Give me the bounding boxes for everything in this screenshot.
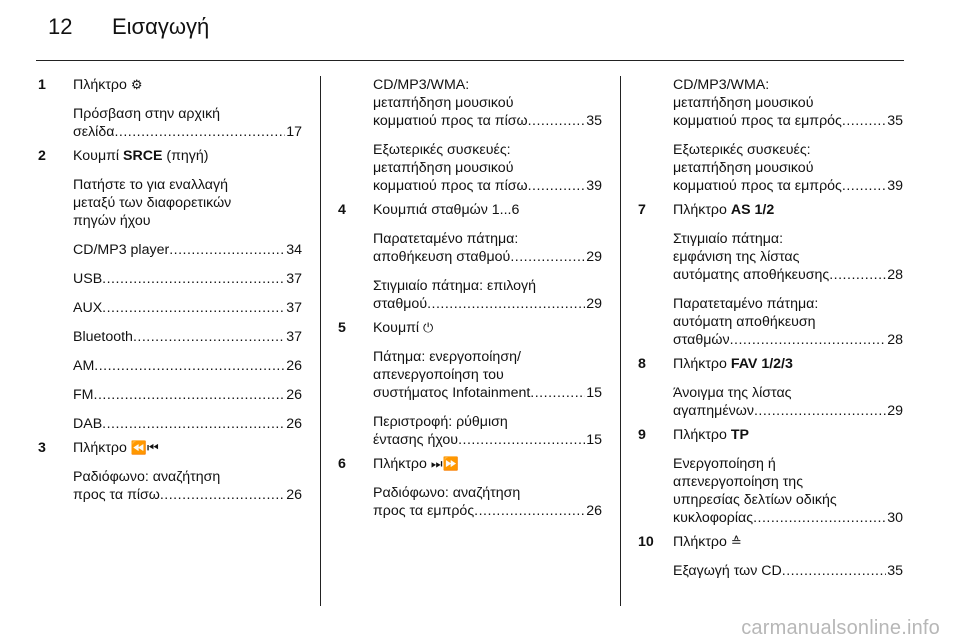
item-heading [638, 201, 903, 219]
entry [638, 455, 903, 527]
page-ref: 28 [887, 332, 903, 348]
leader-dots [530, 384, 585, 402]
entry [638, 295, 903, 349]
entry-text: αυτόματη αποθήκευση [673, 314, 816, 330]
entry-text: υπηρεσίας δελτίων οδικής [673, 492, 837, 508]
toc-line [73, 357, 302, 375]
item-number: 7 [638, 202, 646, 218]
item-suffix: (πηγή) [166, 148, 209, 164]
toc-line [373, 112, 602, 130]
toc-text: USB [73, 271, 103, 287]
leader-dots [102, 415, 285, 433]
item-heading [638, 533, 903, 551]
item-number: 6 [338, 456, 346, 472]
item-heading [38, 76, 302, 94]
toc-line [73, 299, 302, 317]
toc-text: κομματιού προς τα πίσω [373, 178, 528, 194]
toc-line [373, 295, 602, 313]
entry [638, 141, 903, 195]
item-label: Κουμπί [73, 148, 120, 164]
item-number: 3 [38, 440, 46, 456]
page-ref: 29 [887, 403, 903, 419]
entry [638, 384, 903, 420]
column-divider [620, 76, 621, 606]
item-number: 8 [638, 356, 646, 372]
page-ref: 26 [586, 503, 602, 519]
entry-text: Στιγμιαίο πάτημα: επιλογή [373, 278, 537, 294]
control-icon: ⚙ [130, 77, 143, 92]
leader-dots [754, 402, 886, 420]
item-heading [338, 455, 602, 473]
index-item [638, 201, 903, 349]
page-ref: 37 [286, 271, 302, 287]
entry-text: Ραδιόφωνο: αναζήτηση [373, 485, 521, 501]
index-item [38, 439, 302, 504]
page-ref: 35 [887, 563, 903, 579]
toc-line [673, 562, 903, 580]
control-name: AS 1/2 [730, 202, 775, 218]
toc-line [673, 509, 903, 527]
entry [38, 176, 302, 230]
entry [38, 241, 302, 259]
entry [338, 141, 602, 195]
entry [338, 413, 602, 449]
entry-text: CD/MP3/WMA: [673, 77, 770, 93]
toc-text: σταθμών [673, 332, 730, 348]
entry [338, 76, 602, 130]
toc-text: αποθήκευση σταθμού [373, 249, 511, 265]
entry-text: Πάτημα: ενεργοποίηση/ [373, 349, 521, 365]
page-ref: 29 [586, 296, 602, 312]
index-item [338, 76, 602, 195]
item-label: Πλήκτρο [73, 440, 127, 456]
entry-text: Πρόσβαση στην αρχική [73, 106, 221, 122]
toc-text: κομματιού προς τα εμπρός [673, 178, 842, 194]
entry-text: απενεργοποίηση του [373, 367, 504, 383]
entry [38, 328, 302, 346]
toc-line [673, 331, 903, 349]
control-icon: ⏪⏮ [130, 440, 159, 455]
index-item [338, 455, 602, 520]
column-3 [638, 76, 903, 580]
page-number: 12 [48, 14, 73, 39]
leader-dots [458, 431, 585, 449]
leader-dots [782, 562, 886, 580]
index-item [338, 201, 602, 313]
entry-text: Εξωτερικές συσκευές: [673, 142, 811, 158]
toc-line [673, 266, 903, 284]
page-ref: 26 [286, 387, 302, 403]
entry-text: CD/MP3/WMA: [373, 77, 470, 93]
leader-dots [94, 386, 286, 404]
entry-text: μεταπήδηση μουσικού [673, 95, 814, 111]
toc-line [73, 123, 302, 141]
toc-text: προς τα εμπρός [373, 503, 475, 519]
entry [338, 230, 602, 266]
item-label: Πλήκτρο [73, 77, 127, 93]
entry [38, 299, 302, 317]
toc-line [373, 431, 602, 449]
toc-text: κομματιού προς τα πίσω [373, 113, 528, 129]
column-divider [320, 76, 321, 606]
leader-dots [510, 248, 585, 266]
toc-text: προς τα πίσω [73, 487, 160, 503]
entry-text: πηγών ήχου [73, 213, 151, 229]
leader-dots [842, 112, 886, 130]
watermark: carmanualsonline.info [741, 617, 940, 639]
toc-text: αυτόματης αποθήκευσης [673, 267, 830, 283]
index-item [38, 147, 302, 433]
item-heading [38, 147, 302, 165]
toc-text: AM [73, 358, 95, 374]
page-ref: 15 [586, 432, 602, 448]
leader-dots [169, 241, 285, 259]
page-ref: 37 [286, 329, 302, 345]
entry [338, 484, 602, 520]
toc-line [73, 415, 302, 433]
toc-line [673, 402, 903, 420]
item-label: Κουμπί [373, 320, 420, 336]
page-ref: 34 [286, 242, 302, 258]
control-icon: ⏻ [423, 320, 434, 335]
toc-text: έντασης ήχου [373, 432, 459, 448]
entry-text: Ενεργοποίηση ή [673, 456, 776, 472]
entry [338, 348, 602, 402]
page-ref: 28 [887, 267, 903, 283]
entry-text: Ραδιόφωνο: αναζήτηση [73, 469, 221, 485]
entry [638, 230, 903, 284]
toc-text: FM [73, 387, 94, 403]
item-label: Πλήκτρο [373, 456, 427, 472]
leader-dots [753, 509, 886, 527]
page-ref: 39 [586, 178, 602, 194]
entry-text: Άνοιγμα της λίστας [673, 385, 792, 401]
control-name: FAV 1/2/3 [730, 356, 793, 372]
toc-line [373, 177, 602, 195]
entry-text: μεταξύ των διαφορετικών [73, 195, 232, 211]
leader-dots [474, 502, 585, 520]
column-2 [338, 76, 602, 520]
entry [38, 415, 302, 433]
entry-text: Παρατεταμένο πάτημα: [673, 296, 819, 312]
leader-dots [730, 331, 887, 349]
toc-line [673, 177, 903, 195]
page-ref: 26 [286, 416, 302, 432]
item-heading [638, 355, 903, 373]
index-item [638, 426, 903, 527]
item-heading [338, 201, 602, 219]
toc-line [73, 270, 302, 288]
toc-text: αγαπημένων [673, 403, 754, 419]
page-ref: 37 [286, 300, 302, 316]
leader-dots [114, 123, 285, 141]
item-label: Πλήκτρο [673, 427, 727, 443]
toc-text: DAB [73, 416, 103, 432]
column-1 [38, 76, 302, 504]
entry [38, 105, 302, 141]
item-number: 5 [338, 320, 346, 336]
leader-dots [427, 295, 585, 313]
page-ref: 26 [286, 358, 302, 374]
item-label: Πλήκτρο [673, 534, 727, 550]
page-ref: 35 [586, 113, 602, 129]
entry [338, 277, 602, 313]
control-name: SRCE [123, 148, 163, 164]
control-icon: ≙ [730, 534, 742, 549]
page-ref: 30 [887, 510, 903, 526]
item-label: Πλήκτρο [673, 202, 727, 218]
toc-line [73, 386, 302, 404]
index-item [638, 76, 903, 195]
entry-text: Παρατεταμένο πάτημα: [373, 231, 519, 247]
index-item [338, 319, 602, 449]
toc-text: σελίδα [73, 124, 115, 140]
item-number: 10 [638, 534, 654, 550]
leader-dots [528, 112, 586, 130]
entry-text: εμφάνιση της λίστας [673, 249, 800, 265]
entry [38, 357, 302, 375]
leader-dots [102, 299, 285, 317]
toc-text: κομματιού προς τα εμπρός [673, 113, 842, 129]
toc-text: CD/MP3 player [73, 242, 170, 258]
control-icon: ⏭⏩ [430, 456, 459, 471]
entry-text: μεταπήδηση μουσικού [373, 95, 514, 111]
toc-line [73, 241, 302, 259]
item-heading [638, 426, 903, 444]
leader-dots [842, 177, 886, 195]
index-item [38, 76, 302, 141]
entry-text: Στιγμιαίο πάτημα: [673, 231, 784, 247]
item-label: Πλήκτρο [673, 356, 727, 372]
toc-text: AUX [73, 300, 103, 316]
leader-dots [94, 357, 285, 375]
page-ref: 35 [887, 113, 903, 129]
entry-text: Εξωτερικές συσκευές: [373, 142, 511, 158]
item-heading [38, 439, 302, 457]
toc-text: σταθμού [373, 296, 428, 312]
page-ref: 39 [887, 178, 903, 194]
toc-text: Bluetooth [73, 329, 133, 345]
control-name: TP [730, 427, 749, 443]
item-number: 9 [638, 427, 646, 443]
toc-line [373, 502, 602, 520]
entry-text: μεταπήδηση μουσικού [673, 160, 814, 176]
leader-dots [102, 270, 285, 288]
page-ref: 15 [586, 385, 602, 401]
toc-line [373, 248, 602, 266]
toc-line [673, 112, 903, 130]
toc-text: κυκλοφορίας [673, 510, 754, 526]
entry [638, 562, 903, 580]
toc-text: Εξαγωγή των CD [673, 563, 782, 579]
entry [38, 270, 302, 288]
page-ref: 26 [286, 487, 302, 503]
toc-text: συστήματος Infotainment [373, 385, 531, 401]
toc-line [73, 328, 302, 346]
leader-dots [133, 328, 285, 346]
page-title: Εισαγωγή [112, 14, 210, 39]
entry-text: Πατήστε το για εναλλαγή [73, 177, 228, 193]
item-label: Κουμπιά σταθμών 1...6 [373, 202, 520, 218]
index-item [638, 355, 903, 420]
entry-text: απενεργοποίηση της [673, 474, 804, 490]
page-ref: 17 [286, 124, 302, 140]
entry [638, 76, 903, 130]
index-item [638, 533, 903, 580]
leader-dots [160, 486, 285, 504]
toc-line [73, 486, 302, 504]
header-rule [36, 60, 904, 61]
page-ref: 29 [586, 249, 602, 265]
toc-line [373, 384, 602, 402]
item-heading [338, 319, 602, 337]
entry-text: Περιστροφή: ρύθμιση [373, 414, 508, 430]
entry-text: μεταπήδηση μουσικού [373, 160, 514, 176]
leader-dots [829, 266, 886, 284]
item-number: 4 [338, 202, 346, 218]
entry [38, 468, 302, 504]
item-number: 2 [38, 148, 46, 164]
item-number: 1 [38, 77, 46, 93]
entry [38, 386, 302, 404]
leader-dots [528, 177, 586, 195]
